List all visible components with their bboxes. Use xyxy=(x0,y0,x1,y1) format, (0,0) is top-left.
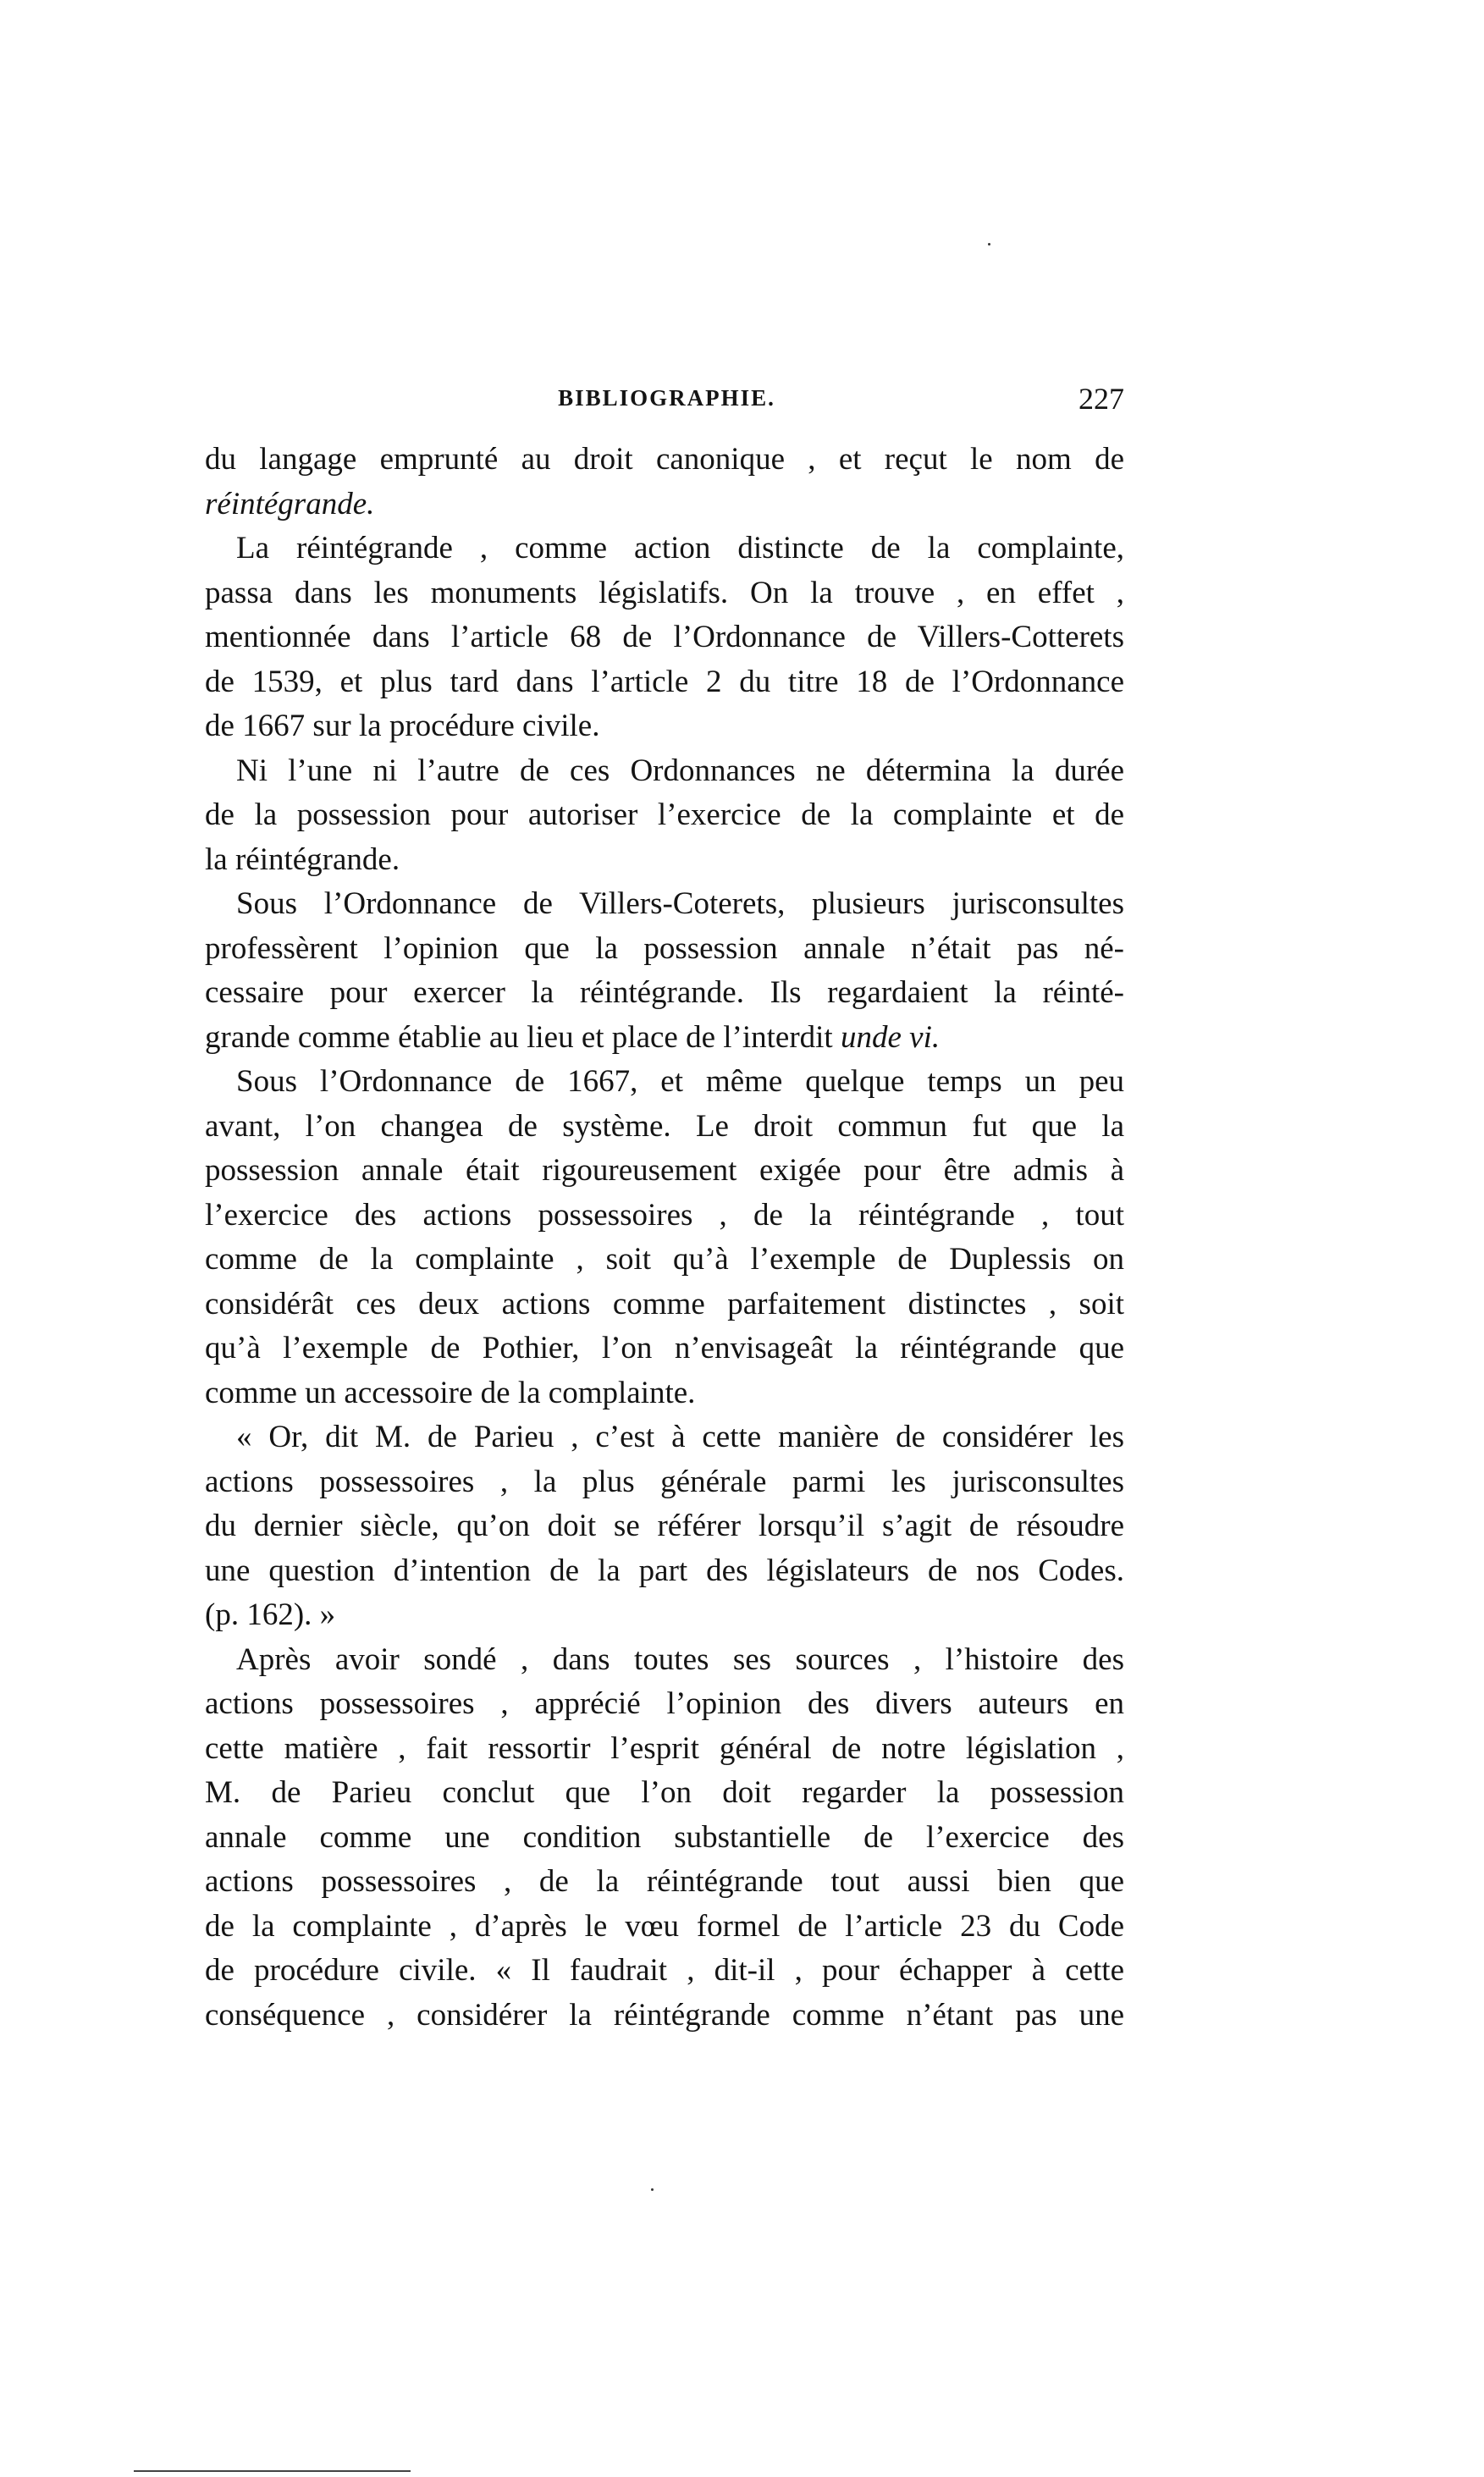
line-text: avant, l’on changea de système. Le droit commun fut que la xyxy=(205,1108,1124,1144)
line-text: professèrent l’opinion que la possession annale n’était pas né- xyxy=(205,930,1124,966)
text-line xyxy=(205,971,1124,1015)
text-line xyxy=(205,1504,1124,1548)
text-line xyxy=(205,1105,1124,1149)
line-text: Sous l’Ordonnance de 1667, et même quelque temps un peu xyxy=(236,1064,1124,1099)
text-line xyxy=(205,1149,1124,1193)
line-text: de 1667 sur la procédure civile. xyxy=(205,709,600,743)
text-line xyxy=(205,1994,1124,2038)
line-text: l’exercice des actions possessoires , de la réintégrande , tout xyxy=(205,1197,1124,1233)
text-line xyxy=(205,1949,1124,1993)
line-text: conséquence , considérer la réintégrande comme n’étant pas une xyxy=(205,1997,1124,2033)
line-text: cette matière , fait ressortir l’esprit général de notre législation , xyxy=(205,1730,1124,1766)
text-line xyxy=(205,1771,1124,1815)
line-text: actions possessoires , la plus générale parmi les jurisconsultes xyxy=(205,1464,1124,1499)
line-text: La réintégrande , comme action distincte de la complainte, xyxy=(236,531,1124,565)
text-line xyxy=(205,1238,1124,1282)
text-line xyxy=(205,793,1124,837)
line-text: qu’à l’exemple de Pothier, l’on n’envisageât la réintégrande que xyxy=(205,1331,1124,1365)
line-text: actions possessoires , apprécié l’opinion des divers auteurs en xyxy=(205,1686,1124,1721)
scan-speck xyxy=(988,243,990,245)
line-text: mentionnée dans l’article 68 de l’Ordonnance de Villers-Cotterets xyxy=(205,620,1124,654)
italic-text: unde vi. xyxy=(840,1019,941,1055)
text-line xyxy=(205,1549,1124,1593)
line-text: de la possession pour autoriser l’exercice de la complainte et de xyxy=(205,797,1124,832)
text-line xyxy=(205,571,1124,615)
text-line xyxy=(205,1460,1124,1504)
line-text: de 1539, et plus tard dans l’article 2 du titre 18 de l’Ordonnance xyxy=(205,664,1124,699)
text-line xyxy=(205,1371,1124,1415)
line-text: de la complainte , d’après le vœu formel de l’article 23 du Code xyxy=(205,1908,1124,1944)
text-line xyxy=(236,882,1124,926)
text-line xyxy=(205,483,1124,527)
line-text: Ni l’une ni l’autre de ces Ordonnances ne détermina la durée xyxy=(236,753,1124,788)
line-text: Sous l’Ordonnance de Villers-Coterets, plusieurs jurisconsultes xyxy=(236,886,1124,921)
line-text: du dernier siècle, qu’on doit se référer lorsqu’il s’agit de résoudre xyxy=(205,1509,1124,1543)
text-line xyxy=(205,1727,1124,1771)
line-text: considérât ces deux actions comme parfaitement distinctes , soit xyxy=(205,1286,1124,1321)
text-line xyxy=(205,1327,1124,1371)
line-text: comme de la complainte , soit qu’à l’exemple de Duplessis on xyxy=(205,1242,1124,1277)
text-line xyxy=(205,438,1124,482)
text-line xyxy=(205,1283,1124,1327)
running-header-title: BIBLIOGRAPHIE. xyxy=(558,385,775,411)
text-line xyxy=(205,1194,1124,1238)
text-line xyxy=(236,1060,1124,1104)
line-text: cessaire pour exercer la réintégrande. Ils regardaient la réinté- xyxy=(205,975,1124,1010)
text-line xyxy=(236,1415,1124,1459)
line-text: M. de Parieu conclut que l’on doit regarder la possession xyxy=(205,1775,1124,1810)
scan-speck xyxy=(651,2188,654,2191)
line-text: la réintégrande. xyxy=(205,841,400,877)
line-text: annale comme une condition substantielle de l’exercice des xyxy=(205,1819,1124,1855)
line-text: passa dans les monuments législatifs. On la trouve , en effet , xyxy=(205,575,1124,610)
text-line xyxy=(205,1905,1124,1949)
italic-text: réintégrande. xyxy=(205,486,375,521)
text-line xyxy=(205,838,1124,882)
line-text: (p. 162). » xyxy=(205,1597,336,1632)
line-text: Après avoir sondé , dans toutes ses sources , l’histoire des xyxy=(236,1641,1124,1677)
text-line xyxy=(205,1860,1124,1904)
line-text: comme un accessoire de la complainte. xyxy=(205,1375,696,1410)
text-line xyxy=(236,527,1124,571)
line-text: possession annale était rigoureusement exigée pour être admis à xyxy=(205,1153,1124,1188)
line-text: actions possessoires , de la réintégrande tout aussi bien que xyxy=(205,1864,1124,1899)
text-line xyxy=(205,615,1124,659)
line-text: du langage emprunté au droit canonique , et reçut le nom de xyxy=(205,442,1124,477)
text-line xyxy=(205,927,1124,971)
line-text: « Or, dit M. de Parieu , c’est à cette manière de considérer les xyxy=(236,1420,1124,1454)
scan-edge-rule xyxy=(134,2470,411,2472)
text-line xyxy=(205,660,1124,704)
text-line xyxy=(236,749,1124,793)
line-text: de procédure civile. « Il faudrait , dit-il , pour échapper à cette xyxy=(205,1953,1124,1988)
text-line xyxy=(205,1016,1124,1060)
page-number: 227 xyxy=(1079,382,1124,416)
text-line xyxy=(205,1816,1124,1860)
line-text: une question d’intention de la part des législateurs de nos Codes. xyxy=(205,1553,1124,1588)
text-line xyxy=(236,1638,1124,1682)
text-line xyxy=(205,704,1124,748)
text-line xyxy=(205,1682,1124,1726)
text-line xyxy=(205,1593,1124,1637)
line-text: grande comme établie au lieu et place de l’interdit xyxy=(205,1019,841,1055)
